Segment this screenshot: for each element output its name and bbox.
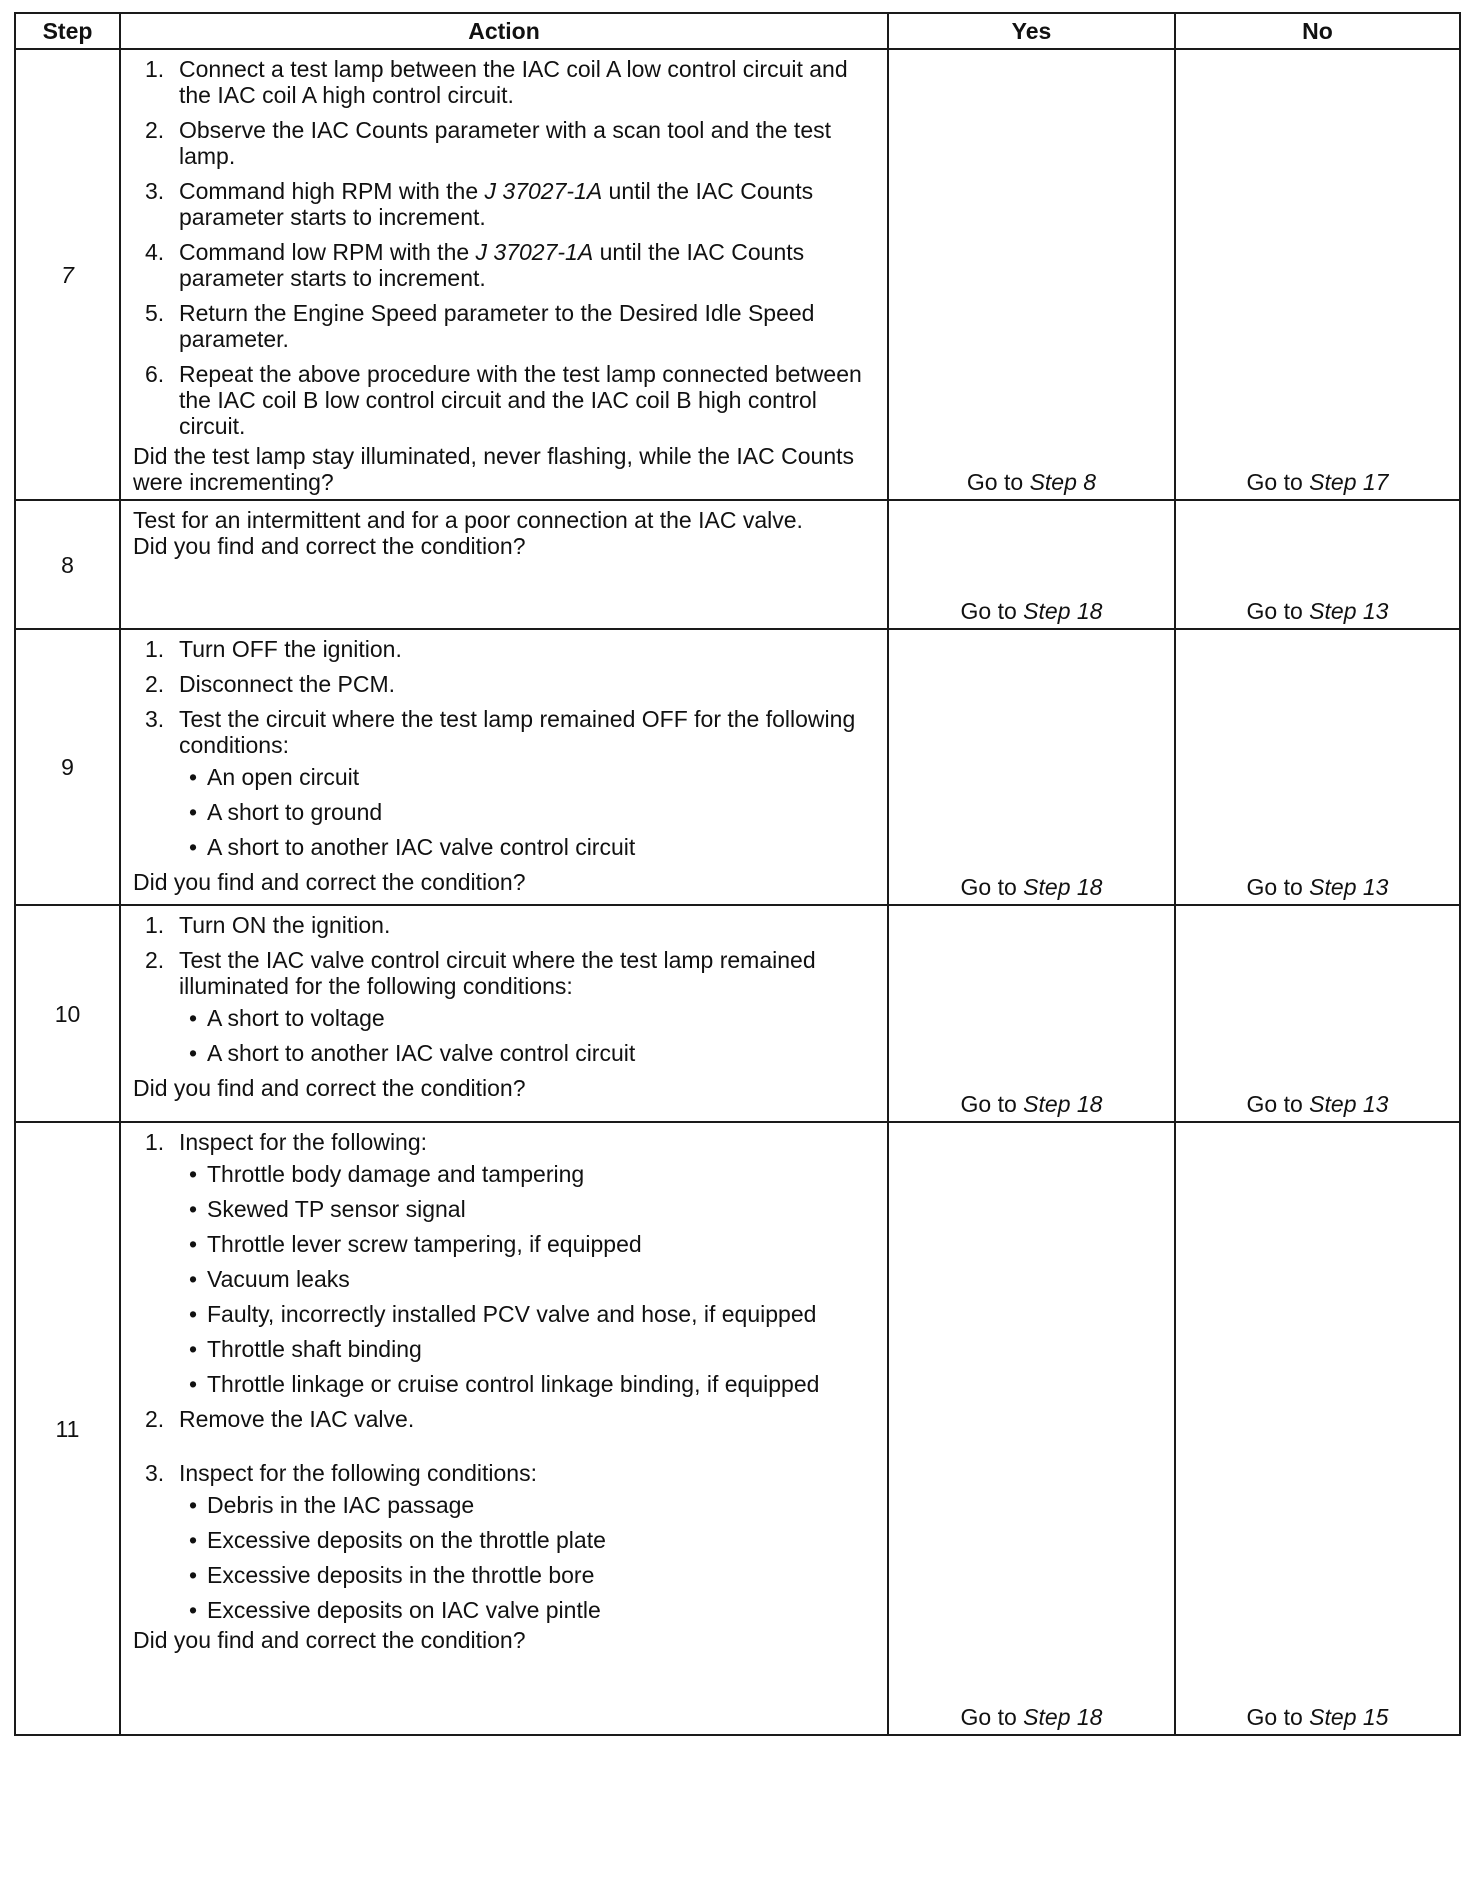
question-text: Did you find and correct the condition?	[133, 533, 526, 559]
table-header-row	[15, 13, 1460, 49]
bullet-item: • A short to another IAC valve control circuit	[179, 834, 879, 860]
question-text: Did you find and correct the condition?	[133, 1075, 526, 1101]
bullet-item: • Debris in the IAC passage	[179, 1492, 879, 1518]
bullet-item: • Vacuum leaks	[179, 1266, 879, 1292]
bullet-item: • An open circuit	[179, 764, 879, 790]
header-no: No	[1175, 13, 1460, 49]
table-row-step-11	[15, 1122, 1460, 1735]
action-cell	[120, 629, 888, 905]
action-item: 3. Inspect for the following conditions: • Debris in the IAC passage • Excessive deposits on the throttle plate • Excessive deposits in the throttle bore • Excessive deposits on IAC valve pintle	[133, 1460, 879, 1623]
bullet-item: • Throttle body damage and tampering	[179, 1161, 879, 1187]
action-item: 2. Disconnect the PCM.	[145, 671, 396, 697]
tool-reference: J 37027-1A	[484, 178, 603, 204]
action-item: 3. Test the circuit where the test lamp remained OFF for the following conditions: • An open circuit • A short to ground • A short to another IAC valve control circuit	[133, 706, 879, 860]
action-item: 1. Turn ON the ignition.	[145, 912, 391, 938]
bullet-item: • Skewed TP sensor signal	[179, 1196, 879, 1222]
action-item: 1. Turn OFF the ignition.	[145, 636, 402, 662]
table-row-step-9	[15, 629, 1460, 905]
bullet-item: • A short to another IAC valve control circuit	[179, 1040, 879, 1066]
yes-result: Go to Step 18	[888, 1122, 1175, 1735]
step-number: 9	[15, 629, 120, 905]
bullet-item: • A short to ground	[179, 799, 879, 825]
action-item: 1. Connect a test lamp between the IAC coil A low control circuit and the IAC coil A high control circuit.	[145, 56, 848, 108]
table-row-step-10	[15, 905, 1460, 1122]
action-item: 2. Test the IAC valve control circuit where the test lamp remained illuminated for the following conditions: • A short to voltage • A short to another IAC valve control circuit	[133, 947, 879, 1066]
action-text: Test for an intermittent and for a poor connection at the IAC valve.	[133, 507, 803, 533]
action-cell	[120, 49, 888, 500]
action-item: 3. Command high RPM with the J 37027-1A until the IAC Counts parameter starts to increment.	[145, 178, 814, 230]
bullet-item: • Excessive deposits on the throttle plate	[179, 1527, 879, 1553]
action-cell	[120, 1122, 888, 1735]
bullet-item: • Throttle shaft binding	[179, 1336, 879, 1362]
bullet-item: • A short to voltage	[179, 1005, 879, 1031]
bullet-item: • Throttle lever screw tampering, if equipped	[179, 1231, 879, 1257]
header-yes: Yes	[888, 13, 1175, 49]
bullet-item: • Faulty, incorrectly installed PCV valve and hose, if equipped	[179, 1301, 879, 1327]
bullet-item: • Throttle linkage or cruise control linkage binding, if equipped	[179, 1371, 879, 1397]
action-item: 6. Repeat the above procedure with the test lamp connected between the IAC coil B low control circuit and the IAC coil B high control circuit.	[145, 361, 862, 439]
yes-result: Go to Step 8	[888, 49, 1175, 500]
header-action: Action	[120, 13, 888, 49]
action-cell	[120, 905, 888, 1122]
no-result: Go to Step 13	[1175, 629, 1460, 905]
yes-result: Go to Step 18	[888, 500, 1175, 629]
header-step: Step	[15, 13, 120, 49]
question-text: Did you find and correct the condition?	[133, 1627, 526, 1653]
no-result: Go to Step 13	[1175, 500, 1460, 629]
bullet-item: • Excessive deposits on IAC valve pintle	[179, 1597, 879, 1623]
yes-result: Go to Step 18	[888, 629, 1175, 905]
step-number: 11	[15, 1122, 120, 1735]
action-item: 2. Remove the IAC valve.	[145, 1406, 415, 1432]
bullet-item: • Excessive deposits in the throttle bore	[179, 1562, 879, 1588]
no-result: Go to Step 13	[1175, 905, 1460, 1122]
action-item: 4. Command low RPM with the J 37027-1A until the IAC Counts parameter starts to increment.	[145, 239, 805, 291]
question-text: Did the test lamp stay illuminated, never flashing, while the IAC Counts were incrementing?	[133, 443, 855, 495]
yes-result: Go to Step 18	[888, 905, 1175, 1122]
diagnostic-table	[14, 12, 1461, 1736]
action-item: 5. Return the Engine Speed parameter to the Desired Idle Speed parameter.	[145, 300, 815, 352]
tool-reference: J 37027-1A	[475, 239, 594, 265]
step-number: 7	[15, 49, 120, 500]
action-item: 1. Inspect for the following: • Throttle body damage and tampering • Skewed TP sensor signal • Throttle lever screw tampering, if equipped • Vacuum leaks • Faulty, incorrectly installed PCV valve and hose, if equipped • Throttle shaft binding • Throttle linkage or cruise control linkage binding, if equipped	[133, 1129, 879, 1397]
no-result: Go to Step 15	[1175, 1122, 1460, 1735]
step-number: 10	[15, 905, 120, 1122]
action-item: 2. Observe the IAC Counts parameter with a scan tool and the test lamp.	[145, 117, 832, 169]
step-number: 8	[15, 500, 120, 629]
table-row-step-7	[15, 49, 1460, 500]
no-result: Go to Step 17	[1175, 49, 1460, 500]
table-row-step-8	[15, 500, 1460, 629]
action-cell	[120, 500, 888, 629]
question-text: Did you find and correct the condition?	[133, 869, 526, 895]
